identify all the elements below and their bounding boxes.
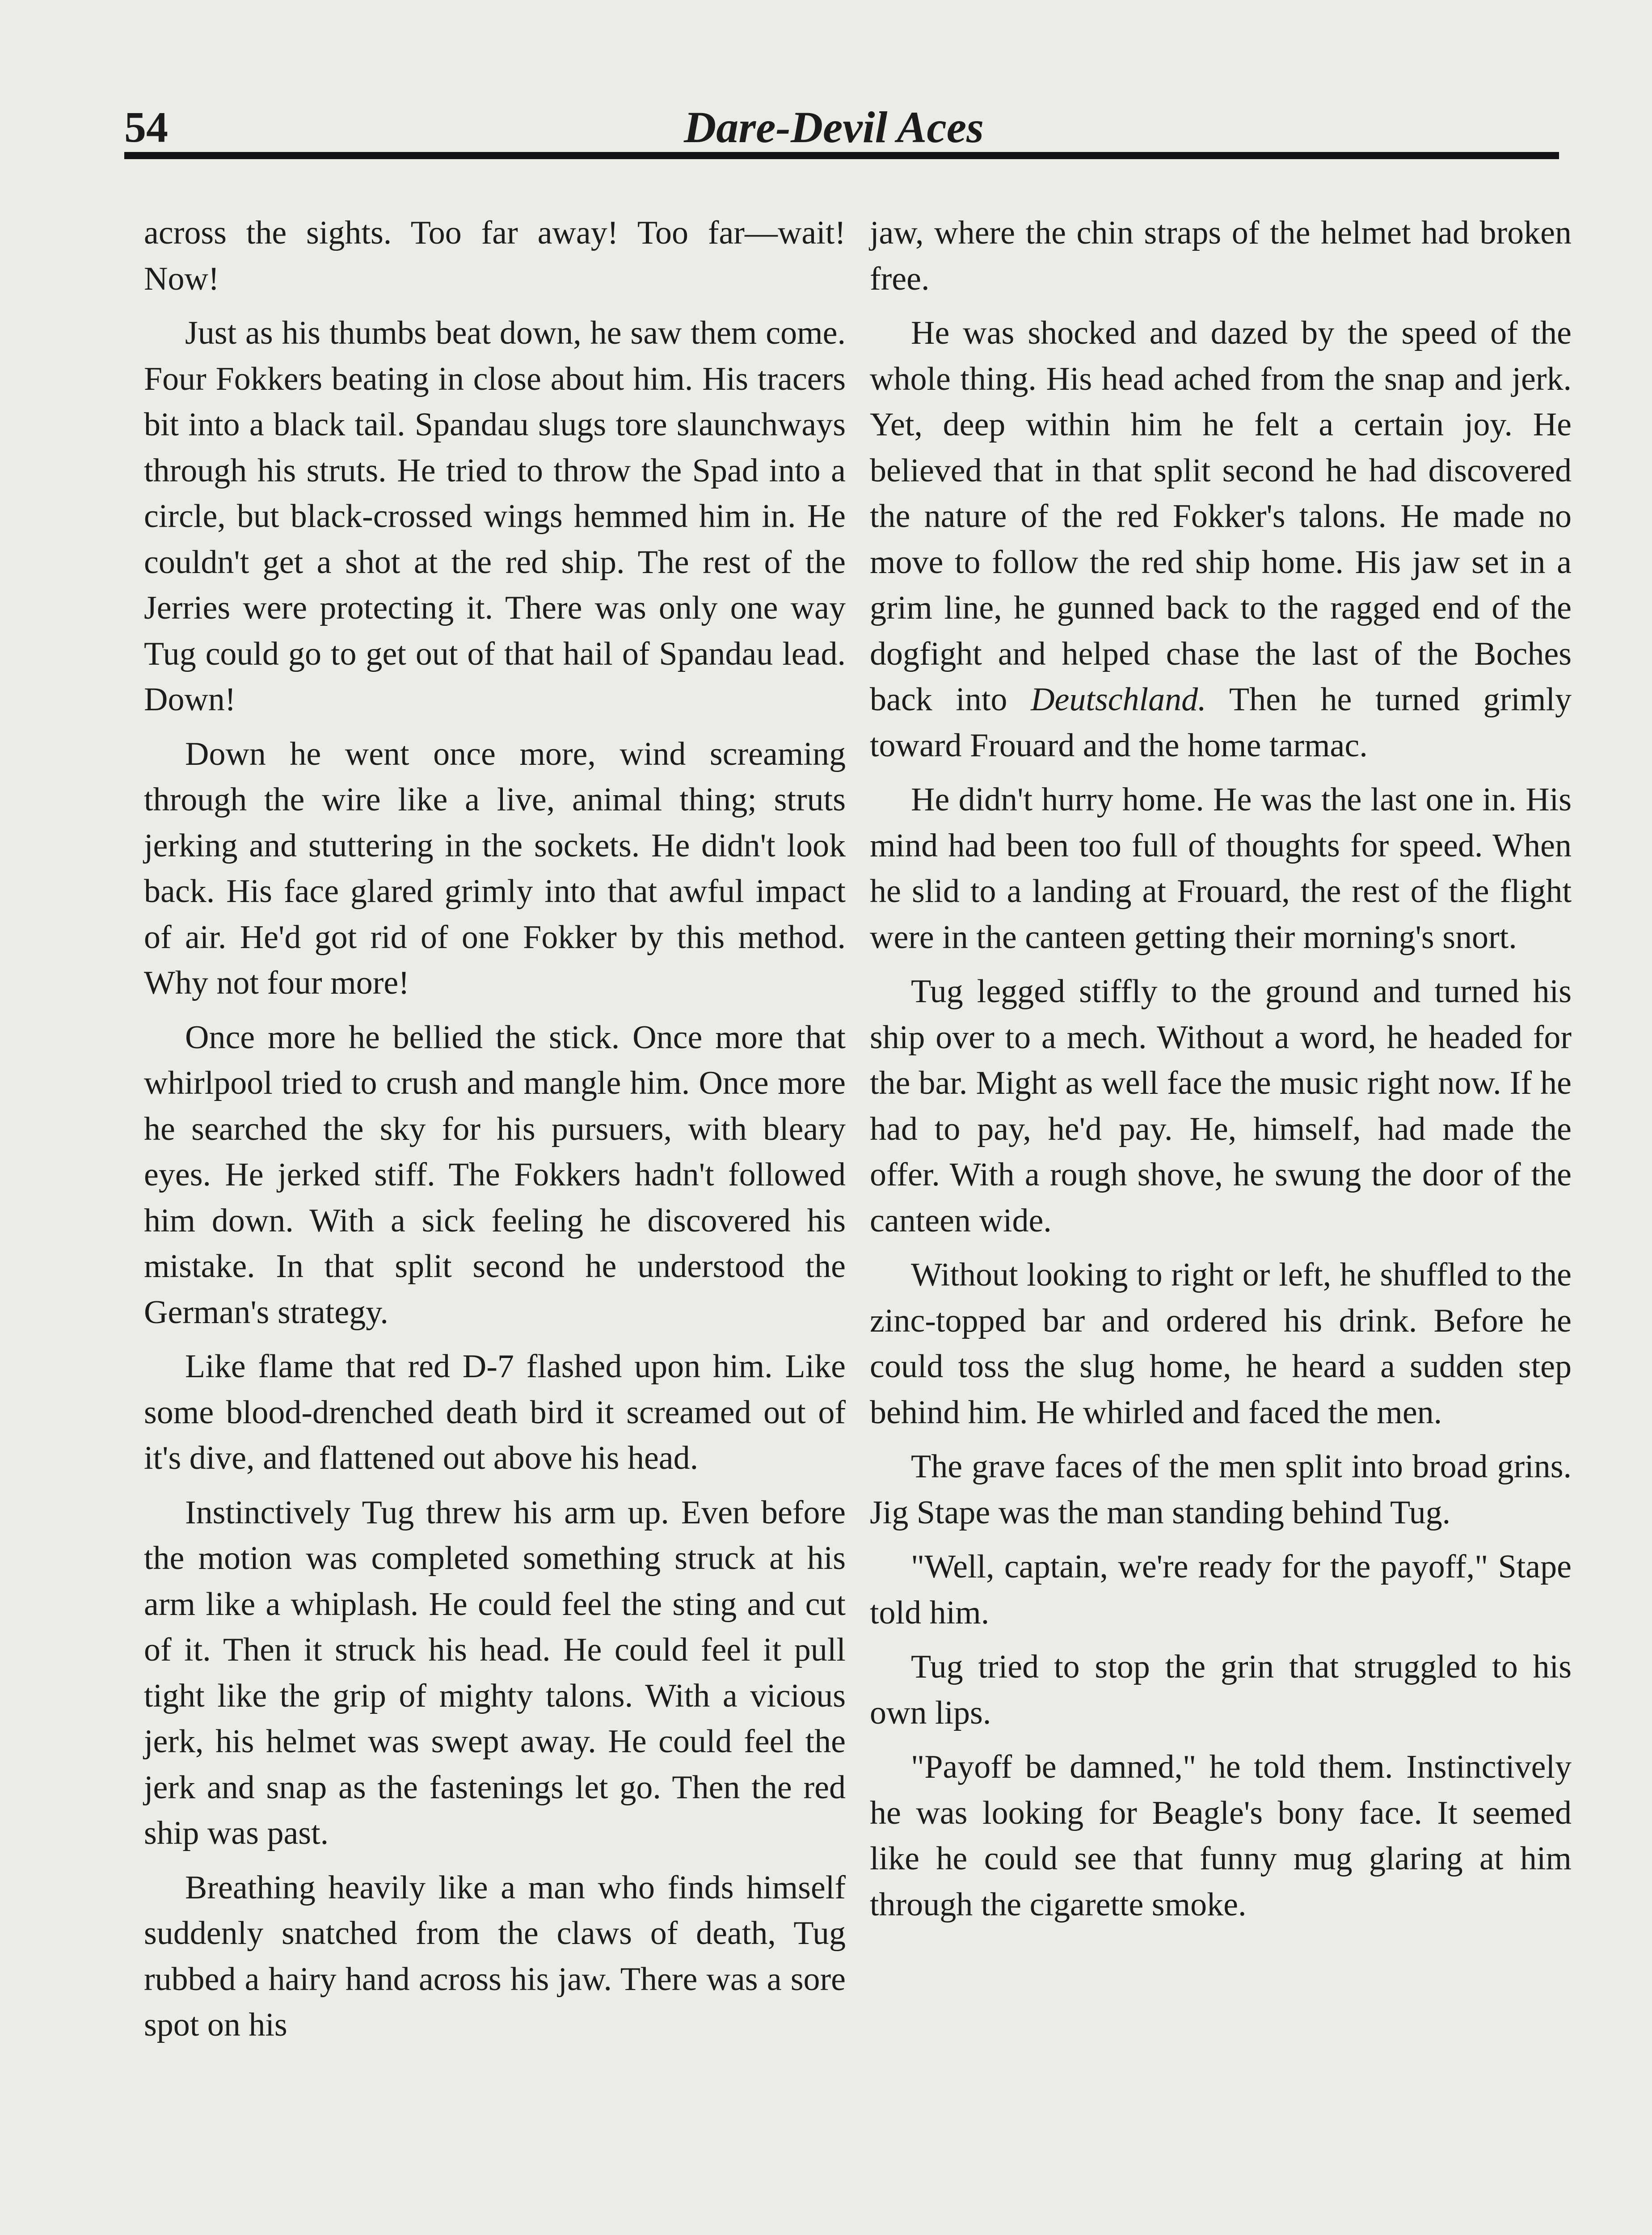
- page-header: [124, 101, 1559, 154]
- paragraph: Once more he bellied the stick. Once more that whirlpool tried to crush and mangle him. Once more he searched the sky for his pursuers, with bleary eyes. He jerked stiff. The Fokkers hadn't followed him down. With a sick feeling he discovered his mistake. In that split second he understood the German's strategy.: [144, 1019, 846, 1331]
- paragraph: Instinctively Tug threw his arm up. Even before the motion was completed something struck at his arm like a whiplash. He could feel the sting and cut of it. Then it struck his head. He could feel it pull tight like the grip of mighty talons. With a vicious jerk, his helmet was swept away. He could feel the jerk and snap as the fastenings let go. Then the red ship was past.: [144, 1494, 846, 1851]
- paragraph: He didn't hurry home. He was the last one in. His mind had been too full of thoughts for speed. When he slid to a landing at Frouard, the rest of the flight were in the canteen getting their morning's snort.: [870, 781, 1572, 956]
- header-rule: [124, 152, 1559, 159]
- italic-place-name: Deutschland.: [1031, 681, 1206, 718]
- right-column: [870, 210, 1572, 2235]
- paragraph: [870, 310, 1572, 768]
- paragraph: Without looking to right or left, he shuffled to the zinc-topped bar and ordered his drink. Before he could toss the slug home, he heard a sudden step behind him. He whirled and faced the men.: [870, 1257, 1572, 1431]
- paragraph: Like flame that red D-7 flashed upon him. Like some blood-drenched death bird it screamed out of it's dive, and flattened out above his head.: [144, 1348, 846, 1476]
- left-column: [144, 210, 846, 2235]
- paragraph: Just as his thumbs beat down, he saw them come. Four Fokkers beating in close about him. His tracers bit into a black tail. Spandau slugs tore slaunchways through his struts. He tried to throw the Spad into a circle, but black-crossed wings hemmed him in. He couldn't get a shot at the red ship. The rest of the Jerries were protecting it. There was only one way Tug could go to get out of that hail of Spandau lead. Down!: [144, 315, 846, 718]
- magazine-title: Dare-Devil Aces: [684, 102, 984, 152]
- paragraph: Down he went once more, wind screaming through the wire like a live, animal thing; struts jerking and stuttering in the sockets. He didn't look back. His face glared grimly into that awful impact of air. He'd got rid of one Fokker by this method. Why not four more!: [144, 735, 846, 1001]
- paragraph: "Payoff be damned," he told them. Instinctively he was looking for Beagle's bony face. It seemed like he could see that funny mug glaring at him through the cigarette smoke.: [870, 1749, 1572, 1923]
- paragraph: Tug tried to stop the grin that struggled to his own lips.: [870, 1649, 1572, 1731]
- paragraph-text: He was shocked and dazed by the speed of the whole thing. His head ached from the snap and jerk. Yet, deep within him he felt a certain joy. He believed that in that split second he had discovered the nature of the red Fokker's talons. He made no move to follow the red ship home. His jaw set in a grim line, he gunned back to the ragged end of the dogfight and helped chase the last of the Boches back into: [870, 315, 1572, 718]
- paragraph: across the sights. Too far away! Too far—wait! Now!: [144, 215, 846, 297]
- paragraph: jaw, where the chin straps of the helmet had broken free.: [870, 215, 1572, 297]
- page-number: 54: [124, 103, 168, 152]
- paragraph: Tug legged stiffly to the ground and turned his ship over to a mech. Without a word, he headed for the bar. Might as well face the music right now. If he had to pay, he'd pay. He, himself, had made the offer. With a rough shove, he swung the door of the canteen wide.: [870, 973, 1572, 1239]
- paragraph: "Well, captain, we're ready for the payoff," Stape told him.: [870, 1548, 1572, 1631]
- paragraph: The grave faces of the men split into broad grins. Jig Stape was the man standing behind Tug.: [870, 1448, 1572, 1531]
- paragraph: Breathing heavily like a man who finds himself suddenly snatched from the claws of death, Tug rubbed a hairy hand across his jaw. There was a sore spot on his: [144, 1869, 846, 2043]
- paragraph-text: Then he turned grimly toward Frouard and the home tarmac.: [870, 681, 1572, 764]
